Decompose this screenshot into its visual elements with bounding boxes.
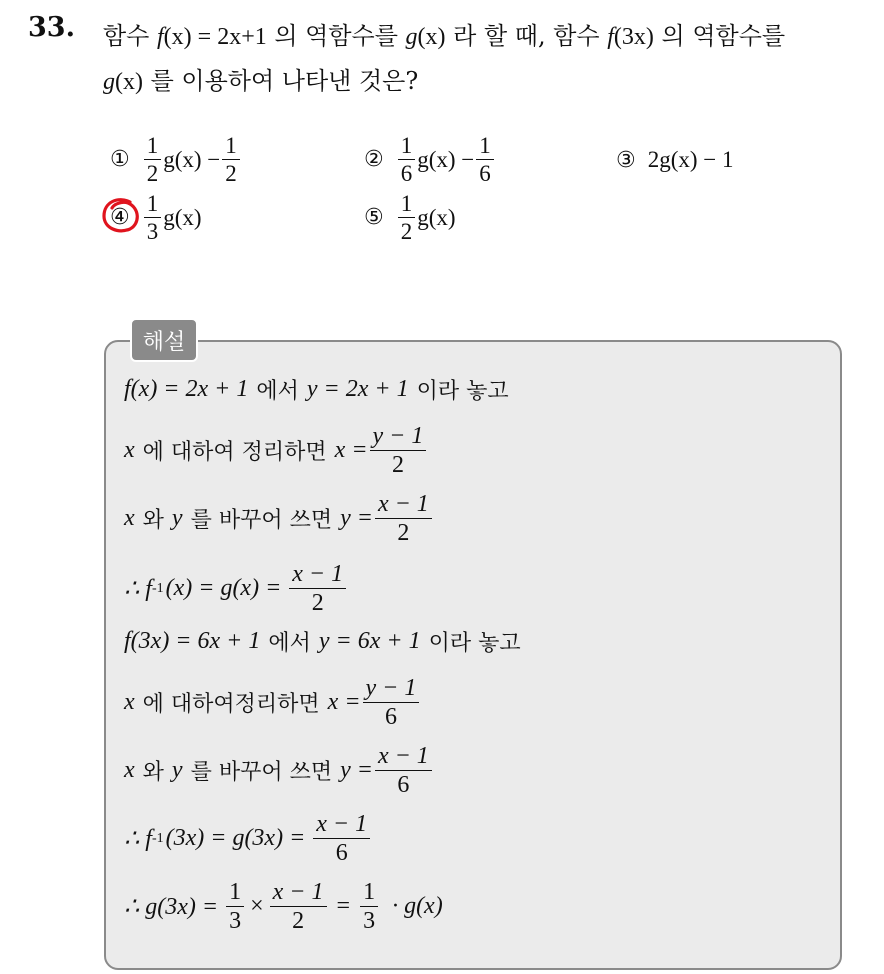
fraction: $\frac{x - 1}{6}$ — [375, 744, 432, 797]
fraction: $\frac{x - 1}{2}$ — [270, 880, 327, 933]
fraction: $\frac{1}{3}$ — [226, 880, 244, 933]
solution-line-7: x 와 y 를 바꾸어 쓰면 y = $\frac{x - 1}{6}$ — [124, 744, 434, 797]
fraction: $\frac{1}{2}$ — [144, 134, 162, 185]
fraction: $\frac{1}{2}$ — [222, 134, 240, 185]
question-line-1: 함수 f(x) = 2x+1 의 역함수를 g(x) 라 할 때, 함수 f(3x) 의 역함수를 — [103, 22, 786, 50]
fraction: $\frac{x - 1}{2}$ — [375, 492, 432, 545]
fraction: $\frac{x - 1}{6}$ — [313, 812, 370, 865]
choice-4[interactable]: ④ $\frac{1}{3}$ g(x) — [110, 191, 202, 244]
fraction: $\frac{x - 1}{2}$ — [289, 562, 346, 615]
question-number: 33. — [28, 12, 75, 43]
solution-line-4: ∴ f -1 (x) = g(x) = $\frac{x - 1}{2}$ — [124, 562, 348, 615]
solution-line-8: ∴ f -1 (3x) = g(3x) = $\frac{x - 1}{6}$ — [124, 812, 372, 865]
choice-number: ④ — [110, 205, 130, 230]
solution-line-3: x 와 y 를 바꾸어 쓰면 y = $\frac{x - 1}{2}$ — [124, 492, 434, 545]
fraction: $\frac{1}{3}$ — [144, 192, 162, 243]
choice-number: ⑤ — [364, 205, 384, 230]
fraction: $\frac{1}{6}$ — [398, 134, 416, 185]
fraction: $\frac{y - 1}{2}$ — [370, 424, 427, 477]
choice-number: ③ — [616, 147, 636, 173]
solution-line-5: f(3x) = 6x + 1 에서 y = 6x + 1 이라 놓고 — [124, 628, 521, 656]
question-text — [103, 14, 873, 104]
choice-number: ① — [110, 147, 130, 172]
choice-5[interactable]: ⑤ $\frac{1}{2}$ g(x) — [364, 191, 456, 244]
solution-line-2: x 에 대하여 정리하면 x = $\frac{y - 1}{2}$ — [124, 424, 428, 477]
fraction: $\frac{y - 1}{6}$ — [363, 676, 420, 729]
choice-1[interactable]: ① $\frac{1}{2}$ g(x) − $\frac{1}{2}$ — [110, 134, 242, 185]
fraction: $\frac{1}{3}$ — [360, 880, 378, 933]
solution-line-9: ∴ g(3x) = $\frac{1}{3}$ × $\frac{x - 1}{2}$ = $\frac{1}{3}$ · g(x) — [124, 879, 443, 934]
solution-line-1: f(x) = 2x + 1 에서 y = 2x + 1 이라 놓고 — [124, 376, 509, 404]
choice-number: ② — [364, 147, 384, 172]
solution-line-6: x 에 대하여정리하면 x = $\frac{y - 1}{6}$ — [124, 676, 421, 729]
choice-2[interactable]: ② $\frac{1}{6}$ g(x) − $\frac{1}{6}$ — [364, 134, 496, 185]
choice-3[interactable]: ③ 2g(x) − 1 — [616, 147, 734, 173]
solution-tag: 해설 — [130, 318, 198, 362]
fraction: $\frac{1}{2}$ — [398, 192, 416, 243]
fraction: $\frac{1}{6}$ — [476, 134, 494, 185]
question-line-2: g(x) 를 이용하여 나타낸 것은? — [103, 67, 419, 95]
